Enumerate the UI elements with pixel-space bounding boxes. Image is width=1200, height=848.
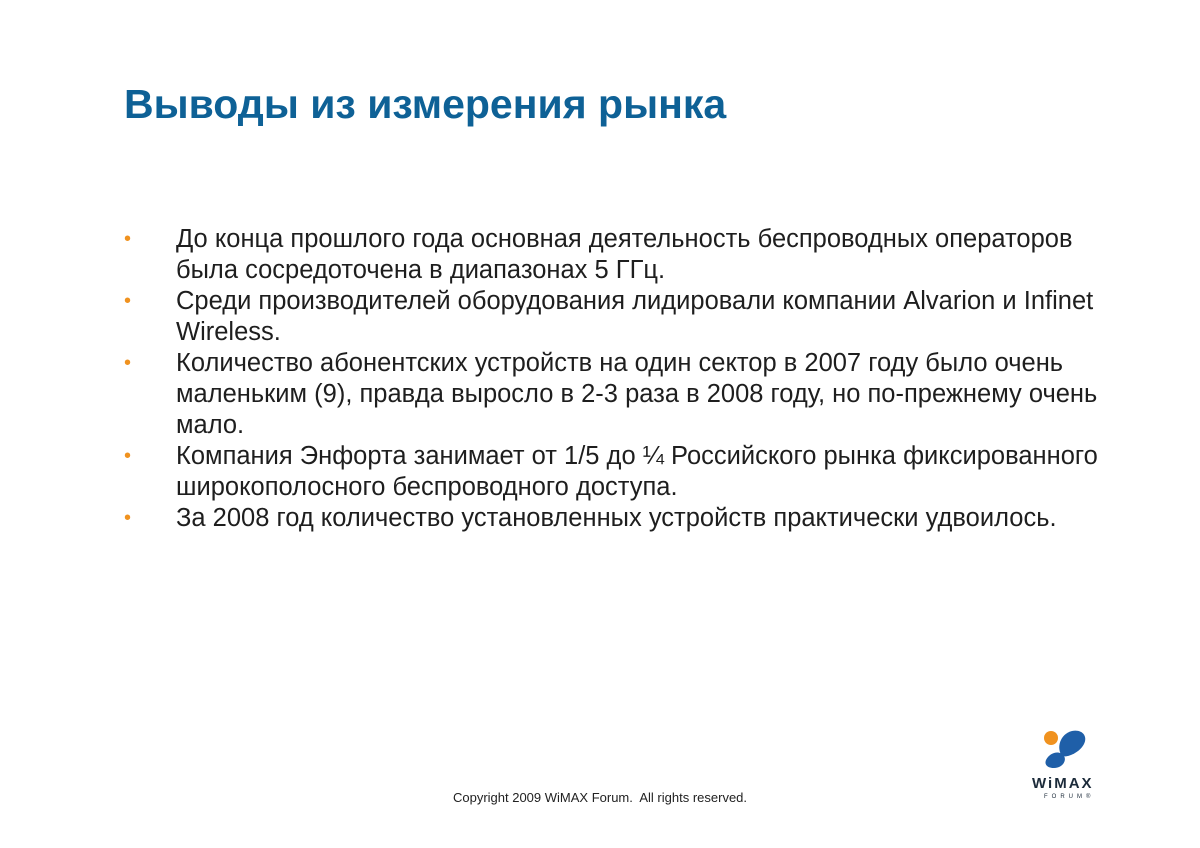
logo-subtitle: FORUM® — [1044, 794, 1095, 800]
bullet-item — [124, 286, 1124, 348]
bullet-text: Компания Энфорта занимает от 1/5 до ¼ Российского рынка фиксированного широкополосного беспроводного доступа. — [176, 442, 1098, 501]
slide-title: Выводы из измерения рынка — [124, 81, 727, 127]
logo-wordmark: WiMAX — [1032, 775, 1094, 792]
bullet-marker: • — [124, 290, 132, 312]
bullet-text: Количество абонентских устройств на один сектор в 2007 году было очень маленьким (9), правда выросло в 2-3 раза в 2008 году, но по-прежнему очень мало. — [176, 349, 1098, 439]
bullet-item — [124, 348, 1124, 441]
bullet-marker: • — [124, 445, 132, 467]
bullet-item — [124, 224, 1124, 286]
bullet-marker: • — [124, 352, 132, 374]
bullet-text: До конца прошлого года основная деятельность беспроводных операторов была сосредоточена в диапазонах 5 ГГц. — [176, 225, 1073, 284]
wimax-forum-logo — [1026, 726, 1110, 806]
bullet-marker: • — [124, 507, 132, 529]
wimax-forum-logo-icon — [1042, 726, 1090, 772]
bullet-list — [124, 224, 1124, 534]
copyright-footer: Copyright 2009 WiMAX Forum. All rights reserved. — [452, 790, 748, 805]
bullet-item — [124, 441, 1124, 503]
bullet-item — [124, 503, 1124, 534]
bullet-text: За 2008 год количество установленных устройств практически удвоилось. — [176, 504, 1057, 532]
bullet-marker: • — [124, 228, 132, 250]
bullet-text: Среди производителей оборудования лидировали компании Alvarion и Infinet Wireless. — [176, 287, 1094, 346]
